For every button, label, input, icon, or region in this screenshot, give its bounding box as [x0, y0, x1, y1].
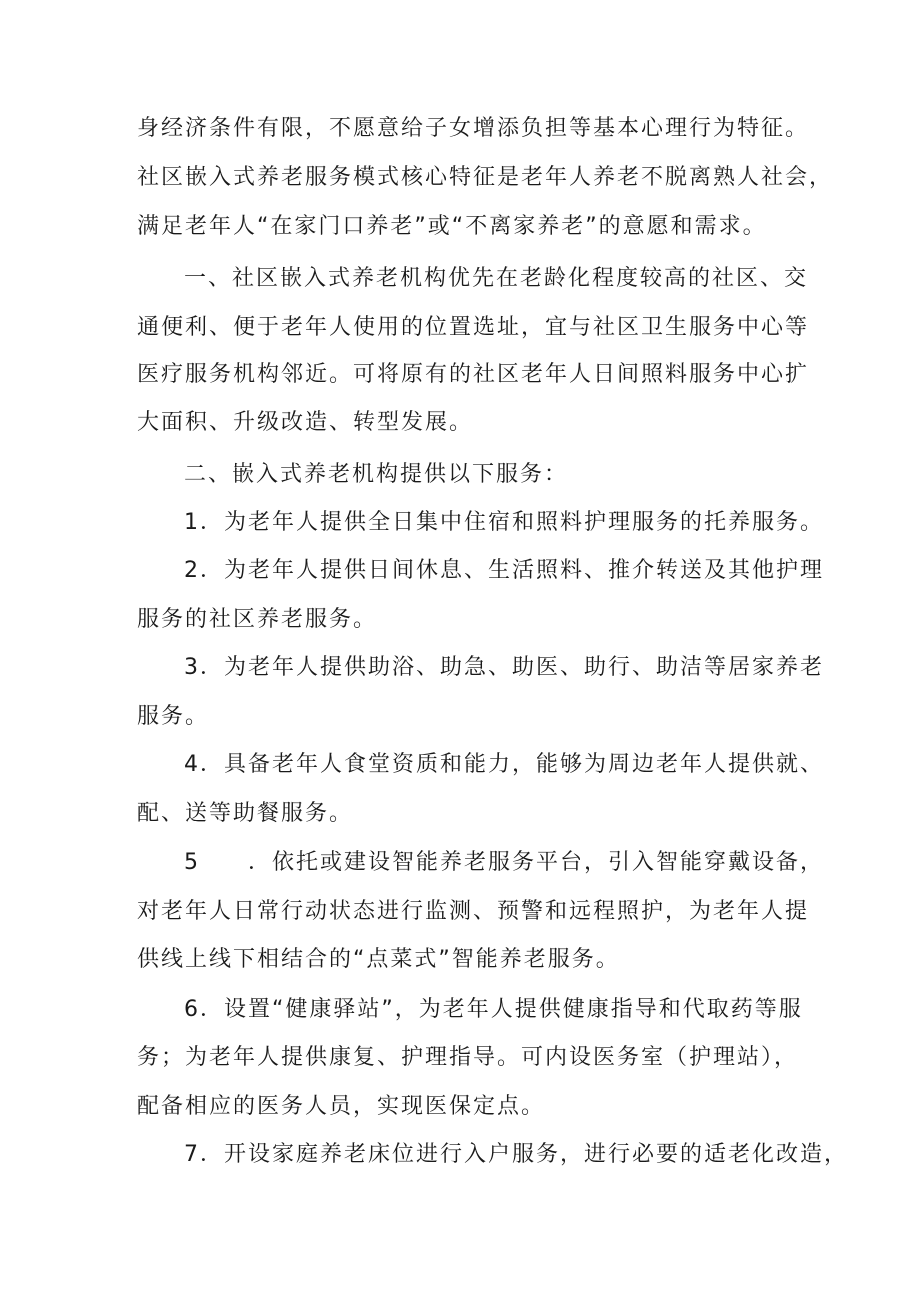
text-line: 服务。	[137, 704, 210, 729]
text-line: 配、送等助餐服务。	[137, 801, 354, 826]
list-item-1: 1．为老年人提供全日集中住宿和照料护理服务的托养服务。	[184, 510, 824, 535]
list-item-6: 6．设置“健康驿站”，为老年人提供健康指导和代取药等服	[184, 997, 803, 1022]
paragraph-heading-2: 二、嵌入式养老机构提供以下服务：	[184, 462, 569, 487]
list-item-2: 2．为老年人提供日间休息、生活照料、推介转送及其他护理	[184, 558, 824, 583]
text-line: 通便利、便于老年人使用的位置选址，宜与社区卫生服务中心等	[137, 315, 810, 340]
list-item-4: 4．具备老年人食堂资质和能力，能够为周边老年人提供就、	[184, 752, 824, 777]
text-line: 医疗服务机构邻近。可将原有的社区老年人日间照料服务中心扩	[137, 362, 810, 387]
text-line: 身经济条件有限，不愿意给子女增添负担等基本心理行为特征。	[137, 116, 810, 141]
list-item-7: 7．开设家庭养老床位进行入户服务，进行必要的适老化改造，	[184, 1142, 848, 1167]
text-line: 配备相应的医务人员，实现医保定点。	[137, 1094, 546, 1119]
text-line: 服务的社区养老服务。	[137, 607, 378, 632]
text-line: 社区嵌入式养老服务模式核心特征是老年人养老不脱离熟人社会，	[137, 165, 834, 190]
paragraph-heading-1: 一、社区嵌入式养老机构优先在老龄化程度较高的社区、交	[184, 266, 809, 291]
list-item-5: 5 ．依托或建设智能养老服务平台，引入智能穿戴设备，	[184, 850, 824, 875]
text-line: 满足老年人“在家门口养老”或“不离家养老”的意愿和需求。	[137, 214, 767, 239]
text-line: 务；为老年人提供康复、护理指导。可内设医务室（护理站），	[137, 1045, 799, 1070]
text-line: 大面积、升级改造、转型发展。	[137, 410, 474, 435]
text-line: 对老年人日常行动状态进行监测、预警和远程照护，为老年人提	[137, 899, 810, 924]
text-line: 供线上线下相结合的“点菜式”智能养老服务。	[137, 947, 620, 972]
list-item-3: 3．为老年人提供助浴、助急、助医、助行、助洁等居家养老	[184, 655, 824, 680]
